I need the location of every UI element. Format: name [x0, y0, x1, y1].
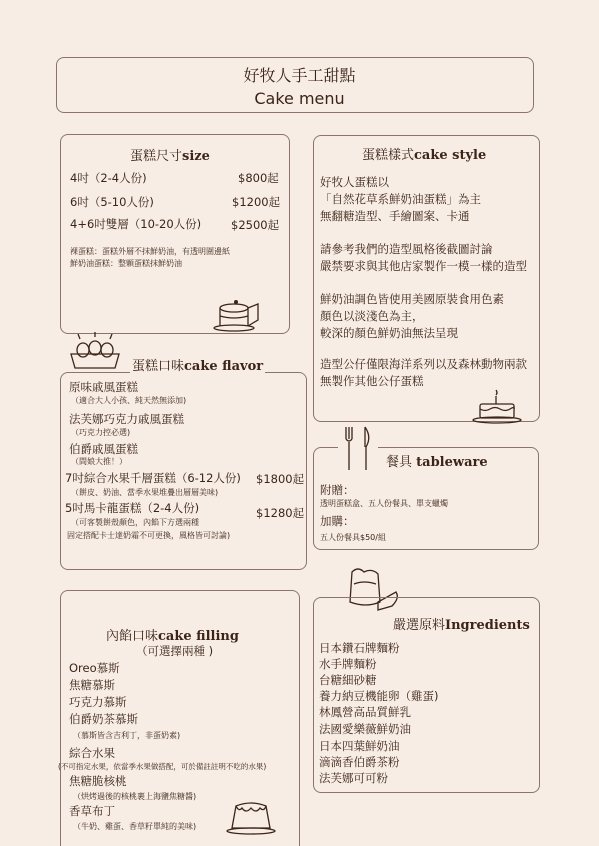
- flavor-note: （餅皮、奶油、當季水果堆疊出層層美味): [71, 488, 219, 497]
- size-price-2: $1200起: [232, 195, 281, 209]
- style-line: 鮮奶油調色皆使用美國原裝食用色素: [320, 292, 504, 306]
- birthday-cake-icon: [470, 388, 526, 424]
- filling-item: 伯爵奶茶慕斯: [69, 712, 138, 726]
- flavor-note: （可客製餅殼顏色，內餡下方選兩種: [71, 518, 199, 527]
- ingredient-item: 法國愛樂薇鮮奶油: [319, 722, 411, 736]
- filling-heading-zh: 內餡口味: [106, 629, 159, 644]
- style-heading: [362, 144, 486, 163]
- size-heading-en: size: [182, 149, 210, 164]
- filling-item: 綜合水果: [69, 746, 115, 760]
- ingredient-item: 法芙娜可可粉: [319, 771, 388, 785]
- style-line: 顏色以淡淺色為主，: [320, 309, 424, 323]
- cake-slice-icon: [212, 298, 262, 332]
- size-heading: [130, 145, 210, 164]
- menu-title-zh: 好牧人手工甜點: [243, 66, 356, 85]
- filling-item: Oreo慕斯: [69, 661, 120, 675]
- ingredient-item: 林鳳營高品質鮮乳: [319, 705, 411, 719]
- style-heading-en: cake style: [414, 148, 487, 163]
- style-line: 較深的顏色鮮奶油無法呈現: [320, 326, 458, 340]
- style-line: 請參考我們的造型風格後截圖討論: [320, 242, 493, 256]
- filling-note: （慕斯皆含吉利丁，非蛋奶素): [73, 731, 181, 740]
- style-line: 好牧人蛋糕以: [320, 175, 389, 189]
- menu-title-en: Cake menu: [254, 89, 345, 108]
- flavor-price: $1800起: [256, 472, 305, 486]
- flavor-note: （適合大人小孩、純天然無添加): [71, 396, 187, 405]
- egg-basket-icon: [68, 330, 122, 370]
- flavor-name: 伯爵戚風蛋糕: [69, 442, 138, 456]
- tableware-heading-zh: 餐具: [386, 455, 413, 470]
- size-label-2: 6吋（5-10人份): [70, 195, 154, 209]
- ingredients-heading-en: Ingredients: [445, 618, 530, 633]
- style-line: 無翻糖造型、手繪圖案、卡通: [320, 209, 470, 223]
- ingredient-item: 養力納豆機能卵（雞蛋): [319, 689, 439, 703]
- flavor-heading-zh: 蛋糕口味: [132, 359, 185, 374]
- flavor-name: 法芙娜巧克力戚風蛋糕: [69, 412, 184, 426]
- size-note-1: 裸蛋糕：蛋糕外層不抹鮮奶油，有透明圍邊紙: [70, 247, 230, 256]
- size-price-1: $800起: [238, 171, 279, 185]
- filling-item: 焦糖慕斯: [69, 678, 115, 692]
- flavor-name: 5吋馬卡龍蛋糕（2-4人份): [65, 501, 200, 515]
- flavor-heading-en: cake flavor: [184, 359, 264, 374]
- ingredient-item: 水手牌麵粉: [319, 657, 377, 671]
- tableware-heading-en: tableware: [416, 455, 488, 470]
- filling-item: 巧克力慕斯: [69, 695, 127, 709]
- ingredient-item: 日本鑽石牌麵粉: [319, 641, 400, 655]
- style-line: 無製作其他公仔蛋糕: [320, 374, 424, 388]
- flavor-note: （間娘大推！）: [71, 457, 127, 466]
- size-heading-zh: 蛋糕尺寸: [130, 149, 183, 164]
- style-line: 嚴禁要求與其他店家製作一模一樣的造型: [320, 259, 527, 273]
- ingredients-heading: [393, 614, 530, 633]
- flavor-price: $1280起: [256, 506, 305, 520]
- tableware-free-label: 附贈：: [320, 483, 355, 497]
- filling-item: 焦糖脆核桃: [69, 774, 127, 788]
- flavor-heading: [130, 355, 265, 374]
- tableware-buy-text: 五人份餐具$50/組: [320, 533, 386, 542]
- ingredient-item: 日本四葉鮮奶油: [319, 739, 400, 753]
- style-heading-zh: 蛋糕樣式: [362, 148, 415, 163]
- tableware-buy-label: 加購：: [320, 514, 355, 528]
- filling-item: 香草布丁: [69, 804, 115, 818]
- filling-note: （牛奶、雞蛋、香草籽單純的美味): [73, 822, 197, 831]
- flavor-note: 固定搭配卡士達奶霜不可更換，風格皆可討論): [67, 531, 231, 540]
- style-line: 「自然花草系鮮奶油蛋糕」為主: [320, 192, 481, 206]
- size-note-2: 鮮奶油蛋糕：整顆蛋糕抹鮮奶油: [70, 259, 182, 268]
- filling-heading: [106, 625, 239, 644]
- style-line: 造型公仔僅限海洋系列以及森林動物兩款: [320, 357, 527, 371]
- tableware-free-text: 透明蛋糕盒、五人份餐具、單支蠟燭: [320, 499, 448, 508]
- ingredient-item: 滴滴香伯爵茶粉: [319, 755, 400, 769]
- fork-knife-icon: [336, 425, 380, 473]
- tableware-heading: [384, 451, 490, 470]
- size-label-3: 4+6吋雙層（10-20人份): [70, 217, 202, 231]
- flavor-note: （巧克力控必選): [71, 428, 131, 437]
- filling-heading-en: cake filling: [158, 629, 239, 644]
- ingredient-item: 台糖細砂糖: [319, 673, 377, 687]
- ingredients-heading-zh: 嚴選原料: [393, 618, 446, 633]
- filling-note: (不可指定水果，依當季水果做搭配，可於備註註明不吃的水果): [58, 762, 267, 771]
- size-label-1: 4吋（2-4人份): [70, 171, 147, 185]
- filling-note: （烘烤過後的核桃裹上海鹽焦糖醬): [73, 792, 197, 801]
- pudding-icon: [224, 800, 278, 836]
- filling-subtitle: （可選擇兩種 ): [136, 644, 214, 658]
- size-price-3: $2500起: [231, 218, 280, 232]
- flavor-name: 原味戚風蛋糕: [69, 380, 138, 394]
- flavor-name: 7吋綜合水果千層蛋糕（6-12人份): [65, 471, 241, 485]
